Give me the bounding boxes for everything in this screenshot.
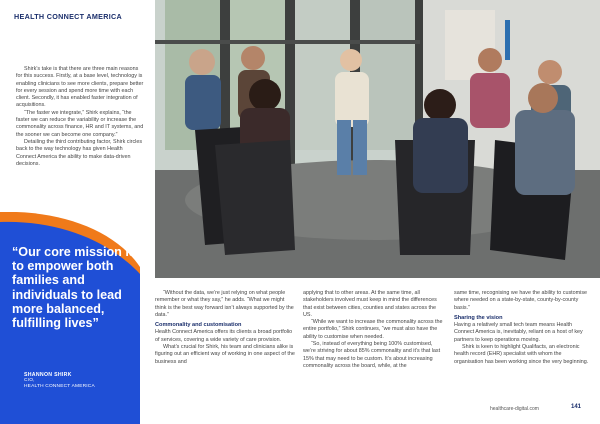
group-therapy-photo bbox=[155, 0, 600, 278]
body-column-1 bbox=[155, 290, 295, 366]
body-paragraph: Shirk is keen to highlight Qualifacts, an electronic health record (EHR) specialist with whom the organisation has been working since the very beginning. bbox=[454, 344, 589, 365]
body-paragraph: Having a relatively small tech team means Health Connect America is, inevitably, reliant on a host of key partners to keep operations moving. bbox=[454, 322, 583, 343]
magazine-section-title: HEALTH CONNECT AMERICA bbox=[14, 12, 123, 21]
quote-attribution-name: SHANNON SHIRK bbox=[24, 372, 72, 378]
body-paragraph: “So, instead of everything being 100% customised, we’re striving for about 85% commonality and it’s that last 15% that may need to be custom. It’s about increasing commonality across the board, while, at the bbox=[303, 341, 441, 369]
subheading-commonality: Commonality and customisation bbox=[155, 322, 242, 329]
body-column-2 bbox=[303, 290, 443, 370]
body-paragraph: same time, recognising we have the ability to customise where needed on a state-by-state, county-by-county basis.” bbox=[454, 290, 588, 311]
intro-text bbox=[16, 66, 144, 168]
footer-website: healthcare-digital.com bbox=[490, 406, 539, 412]
body-paragraph: What’s crucial for Shirk, his team and clinicians alike is figuring out an efficient way of working in one aspect of the business and bbox=[155, 344, 295, 365]
body-paragraph: “Without the data, we’re just relying on what people remember or what they say,” he adds. “What we might think is the best way forward isn’t always supported by the data.” bbox=[155, 290, 294, 318]
body-paragraph: Health Connect America offers its clients a broad portfolio of services, covering a wide variety of care provision. bbox=[155, 329, 293, 343]
pull-quote: “Our core mission is to empower both families and individuals to lead more balanced, fulfilling lives” bbox=[12, 245, 136, 331]
group-therapy-illustration bbox=[155, 0, 600, 278]
page-number: 141 bbox=[571, 404, 582, 410]
quote-attribution-role bbox=[24, 378, 95, 390]
quote-company-line: HEALTH CONNECT AMERICA bbox=[24, 384, 95, 390]
intro-paragraph: “The faster we integrate,” Shirk explains, “the faster we can reduce the variability or increase the commonality across finance, HR and IT systems, and the sooner we can become one company.” bbox=[16, 109, 144, 138]
intro-paragraph: Detailing the third contributing factor, Shirk circles back to the way technology has given Health Connect America the ability to make data-driven decisions. bbox=[16, 138, 143, 167]
body-paragraph: applying that to other areas. At the same time, all stakeholders involved must keep in mind the differences that exist between cities, counties and states across the US. bbox=[303, 290, 437, 318]
quote-role-line: CIO, bbox=[24, 378, 35, 383]
subheading-sharing-vision: Sharing the vision bbox=[454, 314, 503, 321]
intro-paragraph: Shirk’s take is that there are three main reasons for this success. Firstly, at a base level, technology is enabling clinicians to see more clients, prepare better for every session and spend more time with each client. Secondly, it has enabled faster integration of acquisitions. bbox=[16, 66, 144, 109]
body-paragraph: “While we want to increase the commonality across the entire portfolio,” Shirk continues, “we must also have the ability to customise when needed. bbox=[303, 319, 443, 340]
body-column-3 bbox=[454, 290, 590, 366]
